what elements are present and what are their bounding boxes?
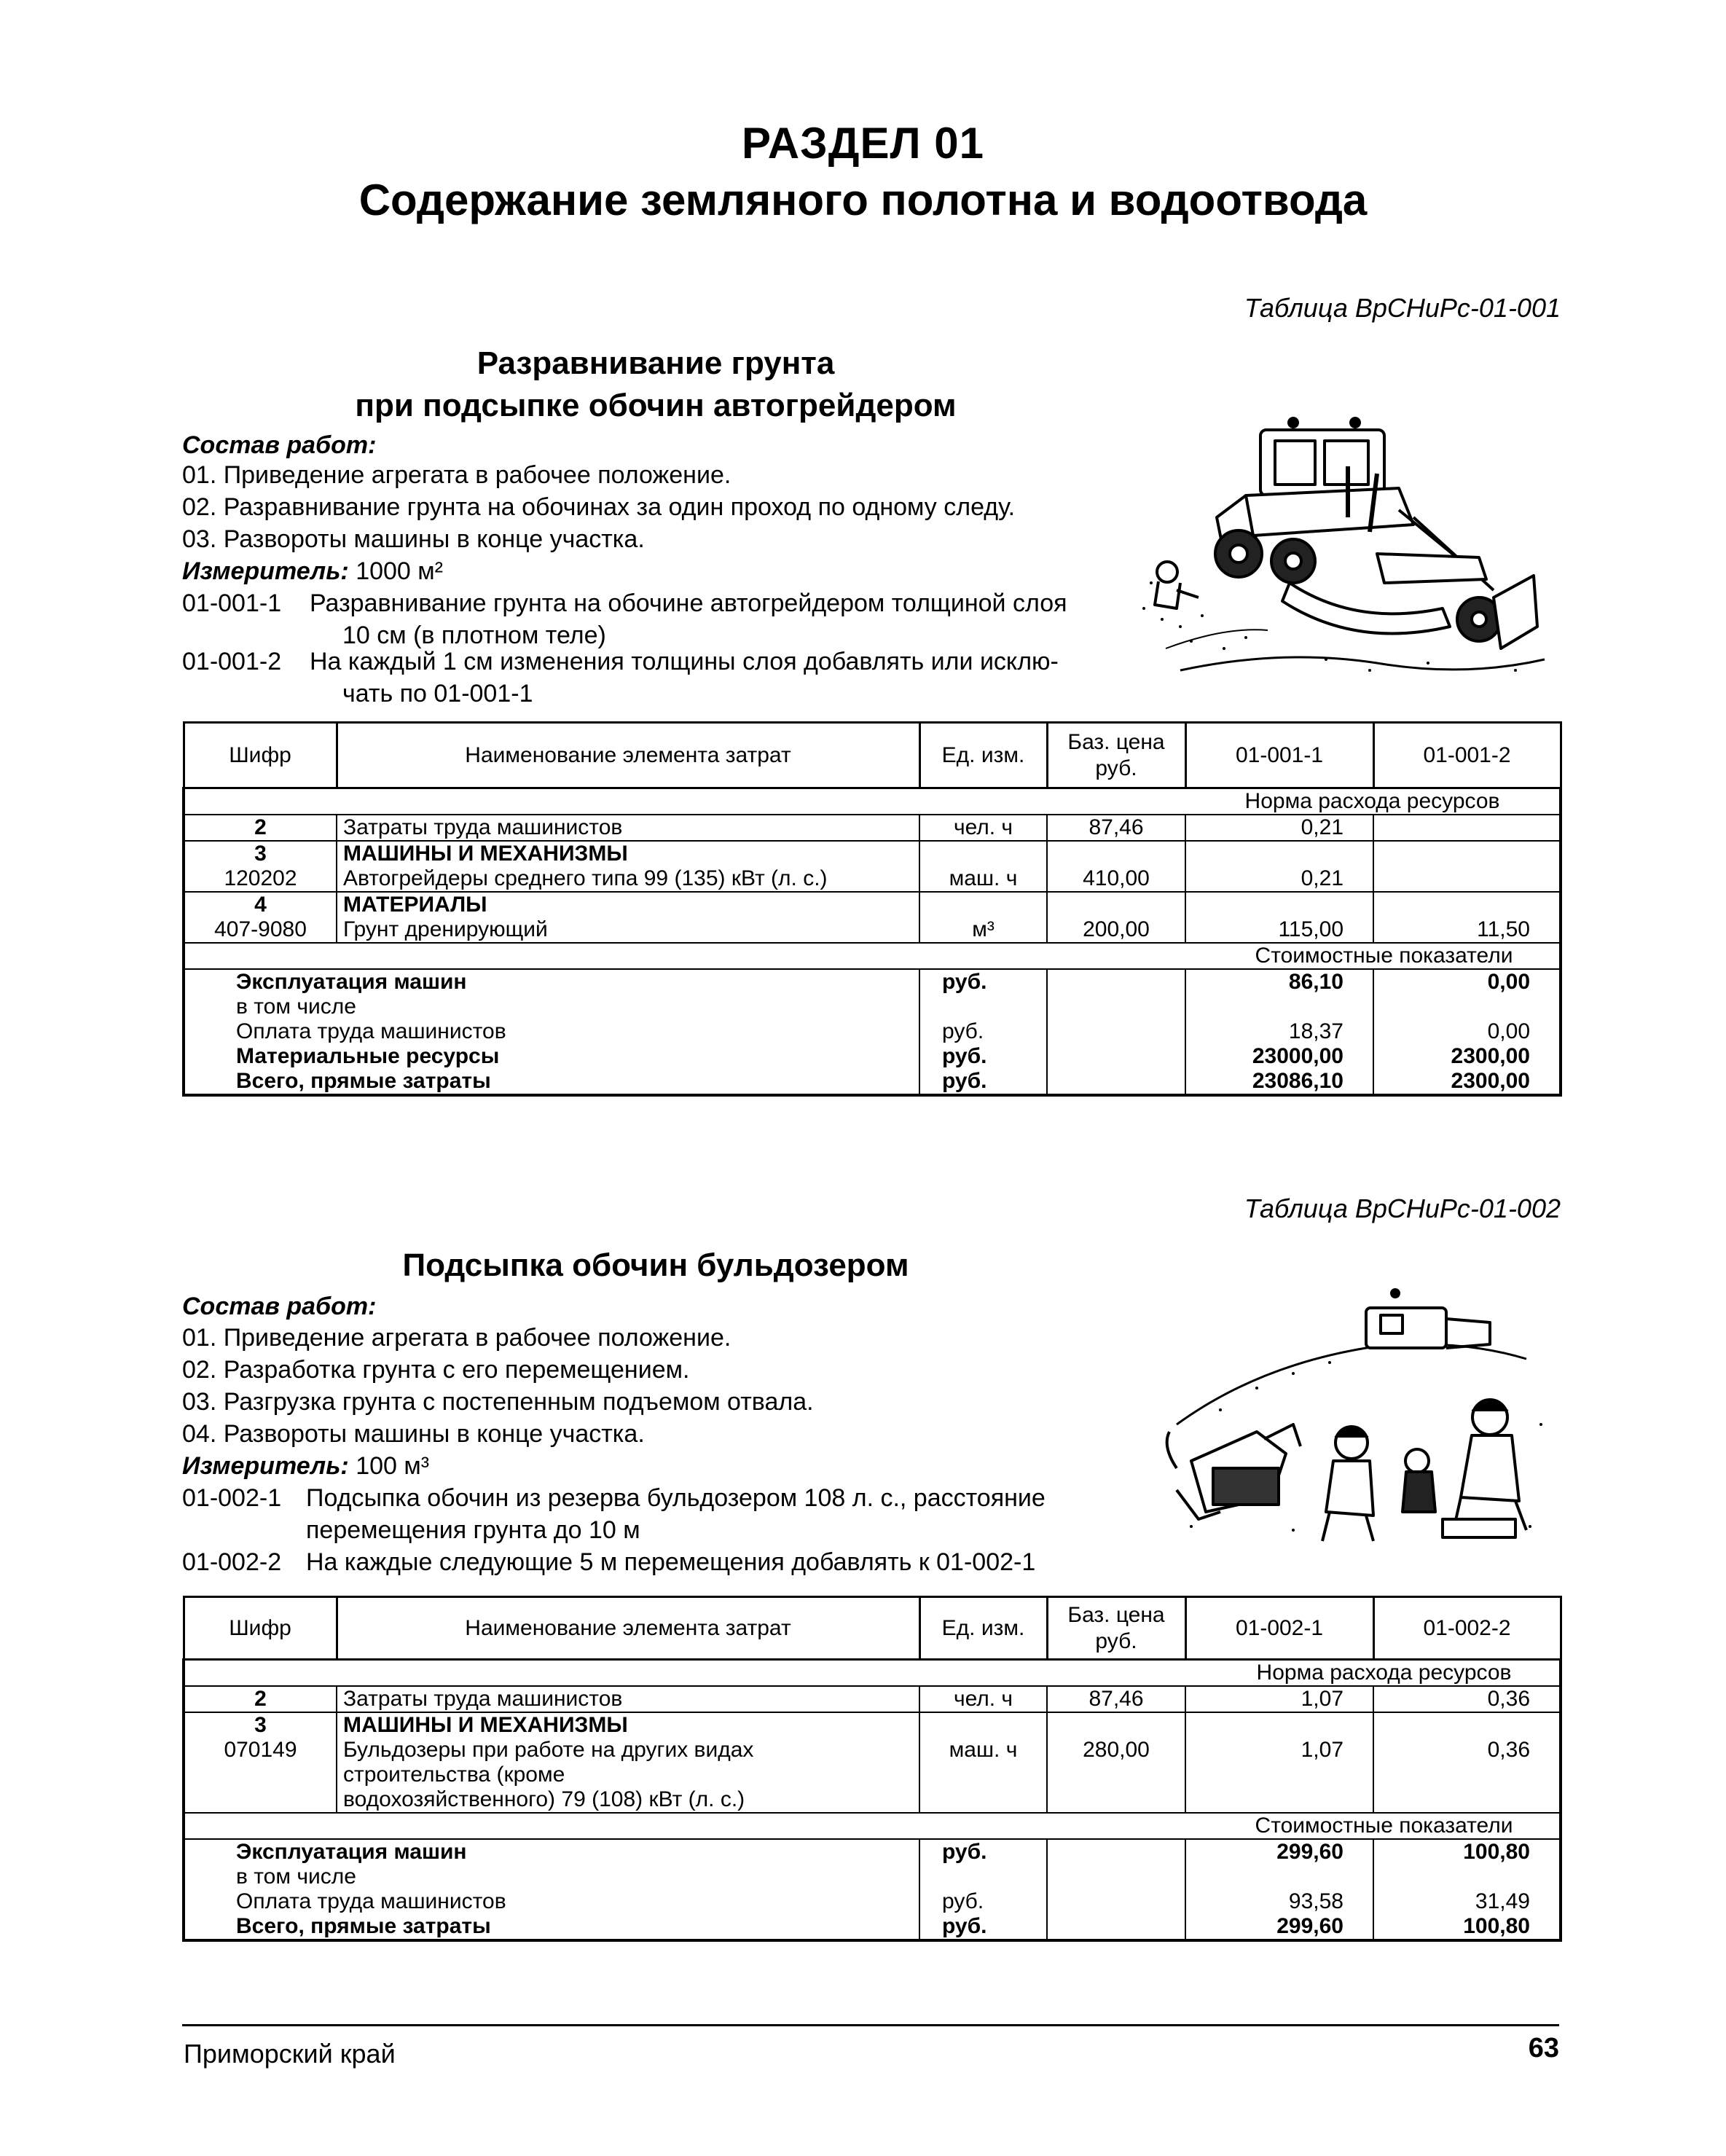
cell-unit: м³ bbox=[919, 917, 1047, 943]
cell-code: 070149 bbox=[184, 1738, 337, 1813]
column-header: 01-002-1 bbox=[1185, 1597, 1373, 1660]
cell-price: 87,46 bbox=[1047, 1686, 1185, 1712]
cost-name: Оплата труда машинистов bbox=[184, 1019, 919, 1044]
cost-value: 100,80 bbox=[1373, 1839, 1561, 1865]
cost-unit: руб. bbox=[919, 969, 1047, 995]
cell-code: 3 bbox=[184, 1712, 337, 1738]
cell-value: 11,50 bbox=[1373, 917, 1561, 943]
norm-header: Норма расхода ресурсов bbox=[1185, 788, 1561, 815]
code-text-line: Подсыпка обочин из резерва бульдозером 108 л. с., расстояние bbox=[306, 1484, 1046, 1512]
bulldozer-workers-illustration bbox=[1148, 1279, 1563, 1556]
cell-price: 87,46 bbox=[1047, 815, 1185, 841]
column-header: Ед. изм. bbox=[919, 723, 1047, 788]
footer-region: Приморский край bbox=[184, 2039, 396, 2069]
cost-value: 31,49 bbox=[1373, 1889, 1561, 1914]
cost-row bbox=[184, 1044, 1561, 1069]
cost-value: 18,37 bbox=[1185, 1019, 1373, 1044]
column-header: Шифр bbox=[184, 723, 337, 788]
cost-name: в том числе bbox=[184, 995, 919, 1019]
code-number: 01-002-1 bbox=[182, 1484, 282, 1512]
work-step: 01. Приведение агрегата в рабочее положение. bbox=[182, 461, 731, 489]
cost-name: Оплата труда машинистов bbox=[184, 1889, 919, 1914]
cost-value: 0,00 bbox=[1373, 969, 1561, 995]
table-row bbox=[184, 1712, 1561, 1738]
cost-name: Всего, прямые затраты bbox=[184, 1914, 919, 1940]
work-step: 03. Разгрузка грунта с постепенным подъемом отвала. bbox=[182, 1388, 814, 1416]
cost-row bbox=[184, 1069, 1561, 1095]
work-step: 02. Разработка грунта с его перемещением. bbox=[182, 1356, 690, 1384]
meter-value: 100 м³ bbox=[356, 1452, 430, 1480]
column-header: Шифр bbox=[184, 1597, 337, 1660]
cell-code: 120202 bbox=[184, 866, 337, 892]
table-reference: Таблица ВрСНиРс-01-001 bbox=[1244, 293, 1561, 323]
code-number: 01-001-2 bbox=[182, 648, 282, 675]
column-header: Наименование элемента затрат bbox=[337, 1597, 919, 1660]
table-row bbox=[184, 815, 1561, 841]
cost-row bbox=[184, 1019, 1561, 1044]
cost-name: Эксплуатация машин bbox=[184, 969, 919, 995]
cell-code: 2 bbox=[184, 1686, 337, 1712]
footer-divider bbox=[182, 2024, 1559, 2026]
column-header: Баз. цена руб. bbox=[1047, 1597, 1185, 1660]
cell-value: 1,07 bbox=[1185, 1738, 1373, 1813]
cell-value: 115,00 bbox=[1185, 917, 1373, 943]
cost-value: 0,00 bbox=[1373, 1019, 1561, 1044]
cell-unit: маш. ч bbox=[919, 1738, 1047, 1813]
cell-code: 3 bbox=[184, 841, 337, 866]
meter-line bbox=[182, 555, 443, 587]
work-step: 01. Приведение агрегата в рабочее положение. bbox=[182, 1324, 731, 1352]
cost-value: 299,60 bbox=[1185, 1839, 1373, 1865]
section-title: РАЗДЕЛ 01 bbox=[742, 119, 984, 168]
cost-unit: руб. bbox=[919, 1069, 1047, 1095]
norm-header: Норма расхода ресурсов bbox=[1185, 1660, 1561, 1687]
code-number: 01-002-2 bbox=[182, 1548, 282, 1576]
cell-code: 4 bbox=[184, 892, 337, 917]
composition-label: Состав работ: bbox=[182, 431, 377, 459]
table-row bbox=[184, 1686, 1561, 1712]
cost-name: Всего, прямые затраты bbox=[184, 1069, 919, 1095]
motor-grader-illustration bbox=[1137, 408, 1559, 699]
cell-value: 0,36 bbox=[1373, 1686, 1561, 1712]
column-header: Ед. изм. bbox=[919, 1597, 1047, 1660]
cost-row bbox=[184, 969, 1561, 995]
cost-table bbox=[182, 721, 1562, 1097]
cost-value: 86,10 bbox=[1185, 969, 1373, 995]
cell-code: 2 bbox=[184, 815, 337, 841]
cell-value: 1,07 bbox=[1185, 1686, 1373, 1712]
cost-unit: руб. bbox=[919, 1889, 1047, 1914]
cost-row bbox=[184, 1865, 1561, 1889]
cost-unit: руб. bbox=[919, 1019, 1047, 1044]
cell-name: Затраты труда машинистов bbox=[337, 1686, 919, 1712]
cell-price: 410,00 bbox=[1047, 866, 1185, 892]
meter-label: Измеритель: bbox=[182, 1452, 349, 1480]
cost-unit: руб. bbox=[919, 1914, 1047, 1940]
cost-header: Стоимостные показатели bbox=[1185, 1813, 1561, 1839]
section-subtitle: Содержание земляного полотна и водоотвода bbox=[358, 176, 1368, 224]
column-header: Баз. цена руб. bbox=[1047, 723, 1185, 788]
composition-label: Состав работ: bbox=[182, 1293, 377, 1320]
table-header-row bbox=[184, 723, 1561, 788]
table-row bbox=[184, 841, 1561, 866]
code-text-line: На каждые следующие 5 м перемещения добавлять к 01-002-1 bbox=[306, 1548, 1036, 1576]
cost-row bbox=[184, 1914, 1561, 1940]
cost-row bbox=[184, 1889, 1561, 1914]
code-text-continuation: 10 см (в плотном теле) bbox=[342, 622, 606, 649]
table-reference: Таблица ВрСНиРс-01-002 bbox=[1244, 1193, 1561, 1223]
cell-value bbox=[1373, 815, 1561, 841]
column-header: Наименование элемента затрат bbox=[337, 723, 919, 788]
cost-value: 100,80 bbox=[1373, 1914, 1561, 1940]
block-title-line: Разравнивание грунта bbox=[476, 345, 835, 381]
column-header: 01-001-1 bbox=[1185, 723, 1373, 788]
cell-name: Затраты труда машинистов bbox=[337, 815, 919, 841]
table-header-row bbox=[184, 1597, 1561, 1660]
cell-unit: чел. ч bbox=[919, 1686, 1047, 1712]
cost-name: Эксплуатация машин bbox=[184, 1839, 919, 1865]
meter-line bbox=[182, 1450, 429, 1482]
cell-value: 0,21 bbox=[1185, 815, 1373, 841]
work-step: 04. Развороты машины в конце участка. bbox=[182, 1420, 645, 1448]
cell-name: МАШИНЫ И МЕХАНИЗМЫ bbox=[337, 841, 919, 866]
cost-name: Материальные ресурсы bbox=[184, 1044, 919, 1069]
cell-price: 280,00 bbox=[1047, 1738, 1185, 1813]
cost-value: 2300,00 bbox=[1373, 1044, 1561, 1069]
code-number: 01-001-1 bbox=[182, 589, 282, 617]
cost-table bbox=[182, 1596, 1562, 1942]
block-title: Подсыпка обочин бульдозером bbox=[402, 1247, 909, 1283]
cell-name: МАШИНЫ И МЕХАНИЗМЫ bbox=[337, 1712, 919, 1738]
table-subheader-row bbox=[184, 1813, 1561, 1839]
cost-row bbox=[184, 1839, 1561, 1865]
cost-unit: руб. bbox=[919, 1839, 1047, 1865]
cost-value: 23000,00 bbox=[1185, 1044, 1373, 1069]
cost-value: 93,58 bbox=[1185, 1889, 1373, 1914]
block-title-line: при подсыпке обочин автогрейдером bbox=[355, 388, 957, 423]
cost-header: Стоимостные показатели bbox=[1185, 943, 1561, 969]
cost-name: в том числе bbox=[184, 1865, 919, 1889]
code-text-continuation: перемещения грунта до 10 м bbox=[306, 1516, 640, 1544]
cost-value: 299,60 bbox=[1185, 1914, 1373, 1940]
cost-row bbox=[184, 995, 1561, 1019]
code-text-line: На каждый 1 см изменения толщины слоя добавлять или исклю- bbox=[310, 648, 1059, 675]
table-subheader-row bbox=[184, 1660, 1561, 1687]
table-subheader-row bbox=[184, 943, 1561, 969]
cell-value: 0,21 bbox=[1185, 866, 1373, 892]
cell-price: 200,00 bbox=[1047, 917, 1185, 943]
column-header: 01-002-2 bbox=[1373, 1597, 1561, 1660]
table-subheader-row bbox=[184, 788, 1561, 815]
code-text-line: Разравнивание грунта на обочине автогрейдером толщиной слоя bbox=[310, 589, 1067, 617]
meter-value: 1000 м² bbox=[356, 557, 443, 585]
cell-unit: чел. ч bbox=[919, 815, 1047, 841]
page-number: 63 bbox=[1528, 2033, 1559, 2063]
cost-unit: руб. bbox=[919, 1044, 1047, 1069]
table-row bbox=[184, 866, 1561, 892]
column-header: 01-001-2 bbox=[1373, 723, 1561, 788]
table-row bbox=[184, 892, 1561, 917]
cell-name: МАТЕРИАЛЫ bbox=[337, 892, 919, 917]
cell-unit: маш. ч bbox=[919, 866, 1047, 892]
cell-name: Грунт дренирующий bbox=[337, 917, 919, 943]
meter-label: Измеритель: bbox=[182, 557, 349, 585]
cell-value bbox=[1373, 866, 1561, 892]
cost-value: 2300,00 bbox=[1373, 1069, 1561, 1095]
work-step: 02. Разравнивание грунта на обочинах за один проход по одному следу. bbox=[182, 493, 1016, 521]
cell-code: 407-9080 bbox=[184, 917, 337, 943]
cost-value: 23086,10 bbox=[1185, 1069, 1373, 1095]
cell-name: Бульдозеры при работе на других видах строительства (кроме водохозяйственного) 79 (108) кВт (л. с.) bbox=[337, 1738, 919, 1813]
work-step: 03. Развороты машины в конце участка. bbox=[182, 525, 645, 553]
table-row bbox=[184, 1738, 1561, 1813]
block-title bbox=[240, 342, 1071, 427]
code-text-continuation: чать по 01-001-1 bbox=[342, 680, 533, 707]
cell-name: Автогрейдеры среднего типа 99 (135) кВт (л. с.) bbox=[337, 866, 919, 892]
table-row bbox=[184, 917, 1561, 943]
cell-value: 0,36 bbox=[1373, 1738, 1561, 1813]
